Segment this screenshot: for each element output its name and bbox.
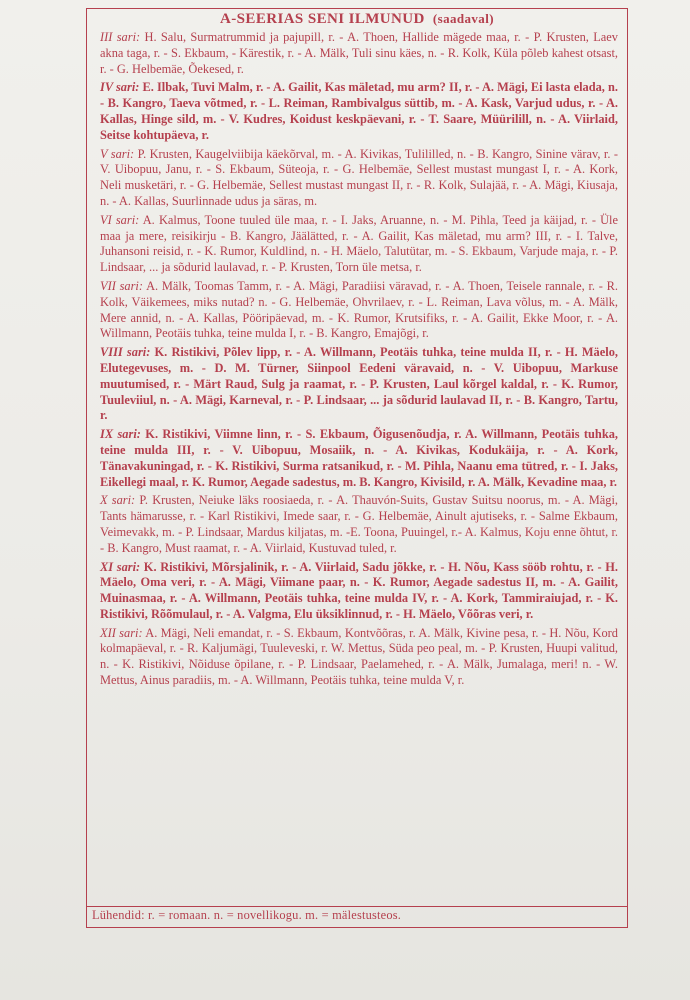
series-text: E. Ilbak, Tuvi Malm, r. - A. Gailit, Kas mäletad, mu arm? II, r. - A. Mägi, Ei lasta elada, n. - B. Kangro, Taeva võtmed, r. - L. Reiman, Rambivalgus süttib, m. - A. Kask, Varjud udus, r. - A. Kallas, Hinge sild, m. - V. Kudres, Koidust keskpäevani, r. - T. Saare, Müürilill, n. - A. Viirlaid, Seitse kohtupäeva, r. <box>100 80 618 142</box>
series-text: A. Mägi, Neli emandat, r. - S. Ekbaum, Kontvõõras, r. A. Mälk, Kivine pesa, r. - H. Nõu, Kord kolmapäeval, r. - R. Kaljumägi, Tuuleveski, r. W. Mettus, Süda peo peal, m. - P. Krusten, Huupi valitud, n. - K. Ristikivi, Nõiduse õpilane, r. - P. Lindsaar, Paelamehed, r. - A. Mälk, Jumalaga, meri! n. - W. Mettus, Ainus paradiis, m. - A. Willmann, Peotäis tuhka, teine mulda V, r. <box>100 625 618 688</box>
page-heading <box>86 11 628 28</box>
series-text: P. Krusten, Kaugelviibija käekõrval, m. - A. Kivikas, Tulililled, n. - B. Kangro, Sinine värav, r. - V. Uibopuu, Janu, r. - S. Ekbaum, Süteoja, r. - G. Helbemäe, Sellest mustast mungast I, r. - A. Kork, Neli musketäri, r. - G. Helbemäe, Sellest mustast mungast II, r. - R. Kolk, Sulajää, r. - A. Mägi, Kiusaja, n. - A. Kallas, Suurlinnade udus ja säras, m. <box>100 146 618 208</box>
series-text: K. Ristikivi, Viimne linn, r. - S. Ekbaum, Õigusenõudja, r. A. Willmann, Peotäis tuhka, teine mulda III, r. - V. Uibopuu, Mosaiik, n. - A. Kivikas, Kodukäija, r. - A. Kork, Tänavakuningad, r. - K. Ristikivi, Surma ratsanikud, r. - M. Pihla, Naanu ema tütred, r. - I. Jaks, Eikellegi maal, r. K. Rumor, Aegade sadestus, m. B. Kangro, Kivisild, r. A. Mälk, Kevadine maa, r. <box>100 427 619 489</box>
series-label: IX sari: <box>100 427 141 442</box>
heading-title: A-SEERIAS SENI ILMUNUD <box>220 11 425 27</box>
series-entry-4 <box>100 80 618 143</box>
series-text: P. Krusten, Neiuke läks roosiaeda, r. - A. Thauvón-Suits, Gustav Suitsu noorus, m. - A. Mägi, Tants hämarusse, r. - Karl Ristikivi, Imede saar, r. - G. Helbemäe, Ainult ajutiseks, r. - Salme Ekbaum, Veimevakk, m. - P. Lindsaar, Mardus kiljatas, m. -E. Toona, Puuingel, r.- A. Kalmus, Koju enne õhtut, r. - B. Kangro, Must raamat, r. - A. Viirlaid, Kustuvad tuled, r. <box>100 493 618 555</box>
series-text: H. Salu, Surmatrummid ja pajupill, r. - A. Thoen, Hallide mägede maa, r. - P. Krusten, Laev akna taga, r. - S. Ekbaum, - Kärestik, r. - A. Mälk, Tuli sinu käes, n. - R. Kolk, Küla põleb kahest otsast, r. - G. Helbemäe, Õekesed, r. <box>100 30 618 76</box>
series-entry-8 <box>100 345 618 424</box>
series-entry-7 <box>100 279 618 342</box>
series-label: V sari: <box>100 146 135 161</box>
legend-divider <box>86 906 628 907</box>
series-label: VIII sari: <box>100 345 151 360</box>
heading-subtitle: (saadaval) <box>432 11 494 26</box>
series-label: VI sari: <box>100 212 140 227</box>
series-entry-11 <box>100 560 618 623</box>
series-label: III sari: <box>100 30 141 44</box>
series-label: IV sari: <box>100 80 140 95</box>
series-label: VII sari: <box>100 278 143 293</box>
series-entry-10 <box>100 493 618 556</box>
abbreviations-legend: Lühendid: r. = romaan. n. = novellikogu. m. = mälestusteos. <box>92 908 402 922</box>
series-text: K. Ristikivi, Põlev lipp, r. - A. Willmann, Peotäis tuhka, teine mulda II, r. - H. Mäelo, Elutegevuses, m. - D. M. Türner, Siinpool Eedeni väravaid, n. - V. Uibopuu, Markuse muutumised, r. - Märt Raud, Sulg ja raamat, r. - P. Krusten, Laul kõrgel kaldal, r. - K. Rumor, Tuuleviiul, n. - A. Mägi, Karneval, r. - P. Lindsaar, ... ja sõdurid laulavad II, r. - B. Kangro, Tartu, r. <box>100 345 618 423</box>
series-text: A. Kalmus, Toone tuuled üle maa, r. - I. Jaks, Aruanne, n. - M. Pihla, Teed ja käijad, r. - Üle maa ja mere, reisikirju - B. Kangro, Jäälätted, r. - A. Gailit, Kas mäletad, mu arm? III, r. - I. Talve, Juhansoni reisid, r. - K. Rumor, Kuldlind, n. - H. Mäelo, Talutütar, m. - S. Ekbaum, Varjude maja, r. - P. Lindsaar, ... ja sõdurid laulavad, r. - P. Krusten, Torn üle metsa, r. <box>100 212 618 275</box>
series-entry-3 <box>100 30 618 77</box>
series-label: XII sari: <box>100 625 143 640</box>
series-label: XI sari: <box>100 559 141 574</box>
series-entry-12 <box>100 626 618 689</box>
series-label: X sari: <box>100 493 136 508</box>
series-text: K. Ristikivi, Mõrsjalinik, r. - A. Viirlaid, Sadu jõkke, r. - H. Nõu, Kass sööb rohtu, r. - H. Mäelo, Oma veri, r. - A. Mägi, Viimane paar, n. - K. Rumor, Aegade sadestus II, m. - A. Gailit, Muinasmaa, r. - A. Willmann, Peotäis tuhka, teine mulda IV, r. - A. Kork, Tammiraiujad, r. - K. Ristikivi, Rõõmulaul, r. - A. Valgma, Elu üksiklinnud, r. - H. Mäelo, Võõras veri, r. <box>100 559 619 621</box>
series-entry-5 <box>100 147 618 210</box>
series-entry-6 <box>100 213 618 276</box>
series-list <box>100 30 618 692</box>
series-entry-9 <box>100 427 618 490</box>
series-text: A. Mälk, Toomas Tamm, r. - A. Mägi, Paradiisi väravad, r. - A. Thoen, Teisele rannale, r. - R. Kolk, Väikemees, miks nutad? n. - G. Helbemäe, Ohvrilaev, r. - L. Reiman, Lava võlus, m. - A. Mälk, Mere annid, n. - A. Kallas, Pööripäevad, m. - K. Rumor, Krutsifiks, r. - A. Gailit, Ekke Moor, r. - A. Willmann, Peotäis tuhka, teine mulda I, r. - B. Kangro, Emajõgi, r. <box>100 278 618 341</box>
